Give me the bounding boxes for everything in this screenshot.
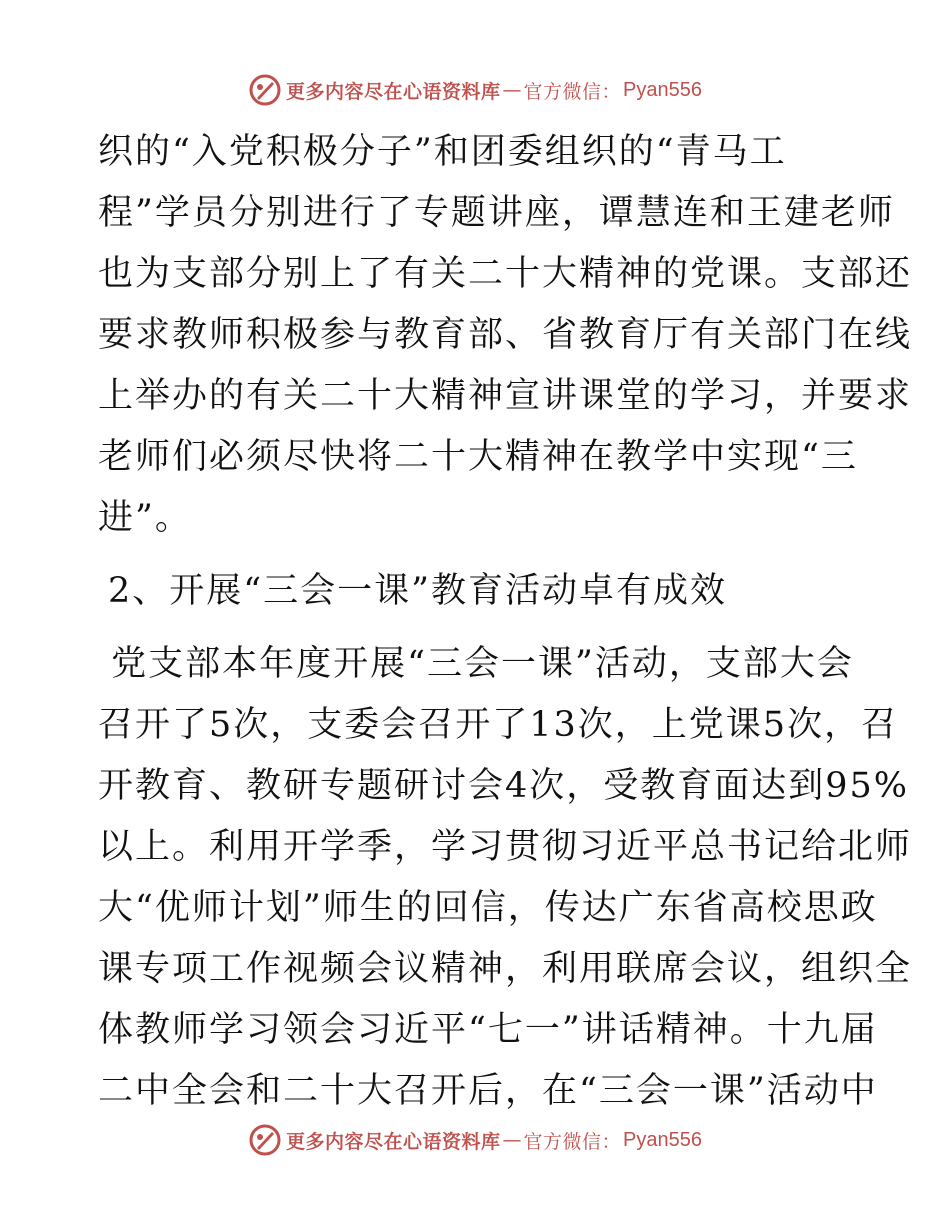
text-line: 也为支部分别上了有关二十大精神的党课。支部还 [98, 254, 913, 294]
watermark-wechat-label: 官方微信： [523, 1130, 622, 1153]
text-line: 织的“入党积极分子”和团委组织的“青马工 [98, 132, 787, 172]
text-line: 要求教师积极参与教育部、省教育厅有关部门在线 [98, 315, 913, 355]
text-line: 程”学员分别进行了专题讲座，谭慧连和王建老师 [98, 193, 895, 233]
text-line: 老师们必须尽快将二十大精神在教学中实现“三 [98, 437, 858, 477]
text-line: 进”。 [98, 498, 192, 538]
text-line: 大“优师计划”师生的回信，传达广东省高校思政 [98, 888, 878, 928]
watermark-dash: — [502, 1129, 522, 1151]
paragraph-2 [98, 634, 913, 1122]
text-line: 二中全会和二十大召开后，在“三会一课”活动中 [98, 1071, 878, 1111]
quill-logo-icon [248, 1123, 282, 1157]
text-line: 召开了5次，支委会召开了13次，上党课5次，召 [98, 705, 899, 745]
document-body [98, 122, 913, 1122]
watermark-footer [0, 1120, 950, 1160]
section-heading: 2、开展“三会一课”教育活动卓有成效 [108, 571, 728, 611]
watermark-wechat-id: Pyan556 [623, 1128, 702, 1151]
text-line: 党支部本年度开展“三会一课”活动，支部大会 [98, 644, 854, 684]
text-line: 以上。利用开学季，学习贯彻习近平总书记给北师 [98, 827, 913, 867]
watermark-wechat-id: Pyan556 [623, 78, 702, 101]
watermark-brand: 更多内容尽在心语资料库 [286, 80, 501, 103]
watermark-wechat-label: 官方微信： [523, 80, 622, 103]
text-line: 开教育、教研专题研讨会4次，受教育面达到95% [98, 766, 910, 806]
watermark-dash: — [502, 79, 522, 101]
watermark-header [0, 70, 950, 110]
text-line: 课专项工作视频会议精神，利用联席会议，组织全 [98, 949, 913, 989]
text-line: 上举办的有关二十大精神宣讲课堂的学习，并要求 [98, 376, 913, 416]
text-line: 体教师学习领会习近平“七一”讲话精神。十九届 [98, 1010, 878, 1050]
paragraph-1 [98, 122, 913, 549]
watermark-brand: 更多内容尽在心语资料库 [286, 1130, 501, 1153]
quill-logo-icon [248, 73, 282, 107]
